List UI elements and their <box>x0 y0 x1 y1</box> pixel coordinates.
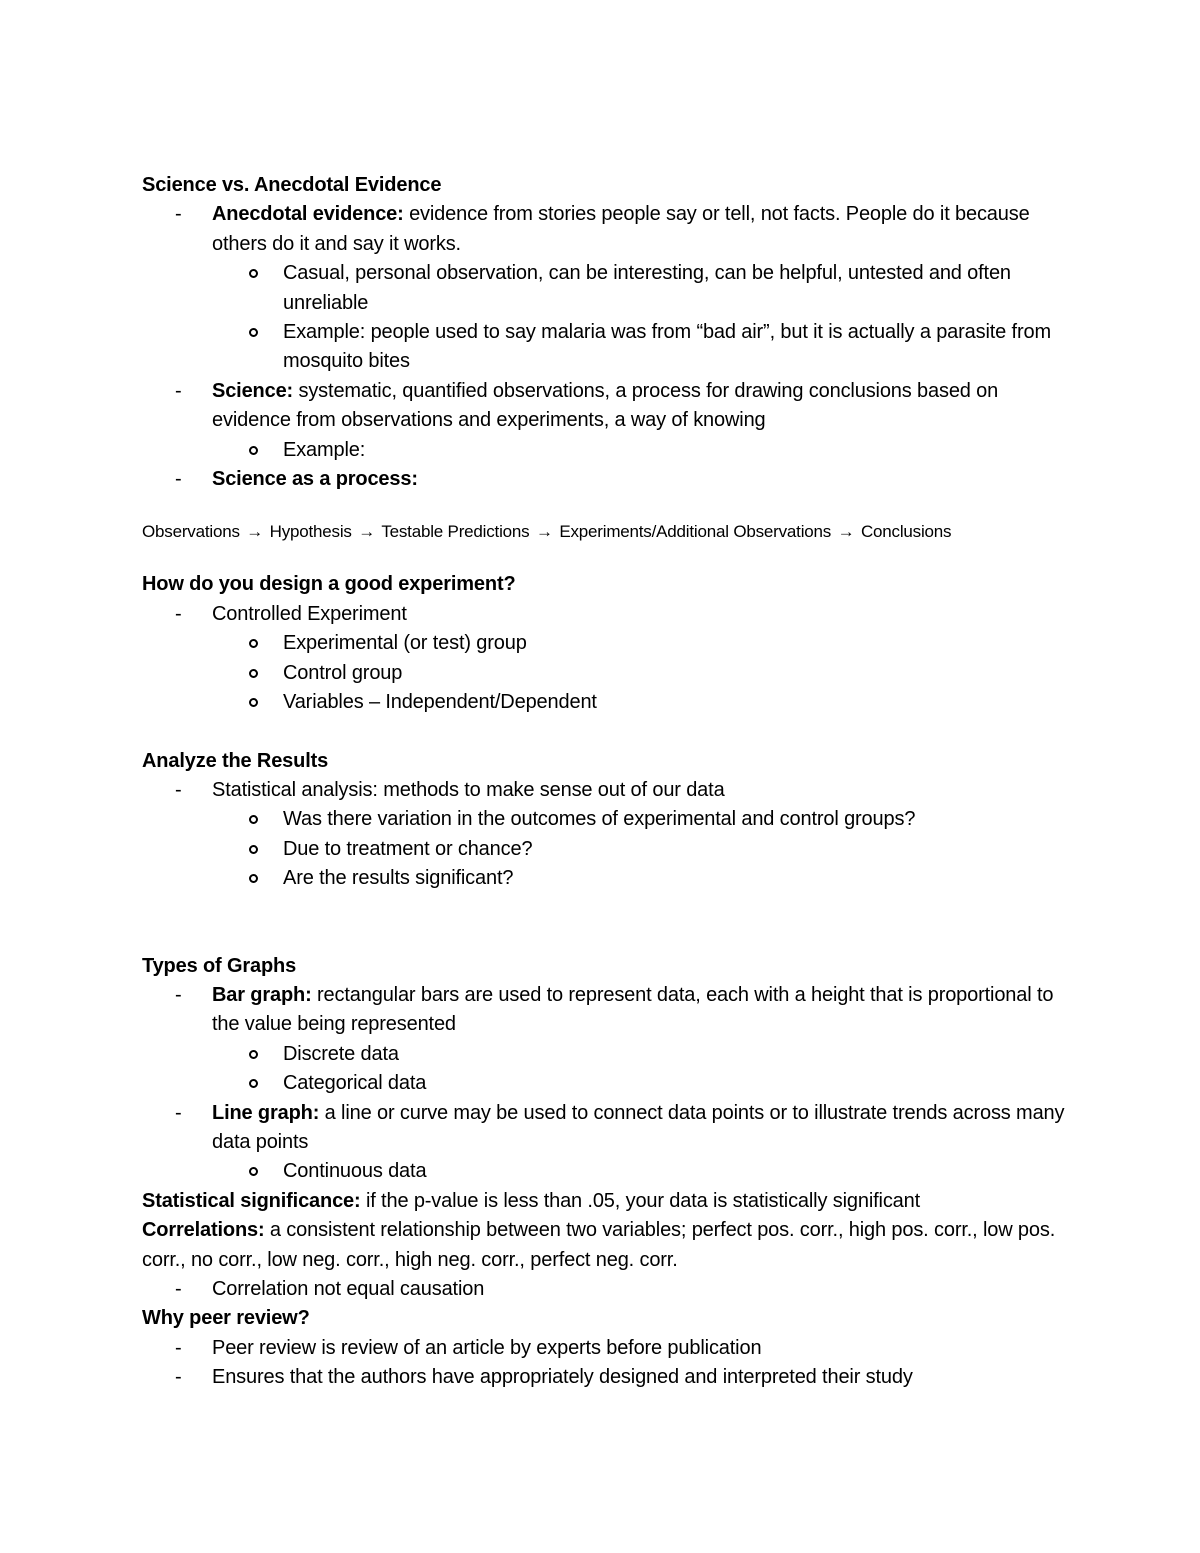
term-statistical-significance: Statistical significance: <box>142 1189 361 1212</box>
list-item <box>142 1363 1082 1392</box>
definition-science: systematic, quantified observations, a process for drawing conclusions based on evidence from observations and experiments, a way of knowing <box>212 379 999 432</box>
sub-item <box>142 1069 1082 1098</box>
sub-item-text: Control group <box>283 661 403 684</box>
sub-item <box>142 1157 1082 1186</box>
list-item-statistical-analysis <box>142 776 1082 805</box>
section-title-analyze-results: Analyze the Results <box>142 749 329 772</box>
list-item <box>142 1334 1082 1363</box>
list-item-line-graph <box>142 1099 1082 1158</box>
list-item-science-process <box>142 465 1082 494</box>
sub-item <box>142 805 1082 834</box>
circle-bullet-icon <box>249 698 258 707</box>
circle-bullet-icon <box>249 874 258 883</box>
flow-step: Hypothesis <box>269 522 352 542</box>
list-item-controlled-experiment <box>142 600 1082 629</box>
list-item-correlation-causation <box>142 1275 1082 1304</box>
dash-bullet: - <box>175 602 182 625</box>
sub-item <box>142 259 1082 318</box>
term-bar-graph: Bar graph: <box>212 983 312 1006</box>
sub-item-text: Example: people used to say malaria was from “bad air”, but it is actually a parasite from mosquito bites <box>283 321 1051 373</box>
circle-bullet-icon <box>249 1050 258 1059</box>
section-title-science-vs-anecdotal: Science vs. Anecdotal Evidence <box>142 174 442 196</box>
term-correlations: Correlations: <box>142 1219 265 1242</box>
term-line-graph: Line graph: <box>212 1101 320 1124</box>
circle-bullet-icon <box>249 446 258 455</box>
list-item-text: Correlation not equal causation <box>212 1278 485 1300</box>
sub-item <box>142 318 1082 377</box>
dash-bullet: - <box>175 1366 182 1389</box>
circle-bullet-icon <box>249 669 258 678</box>
flow-step: Testable Predictions <box>381 522 530 542</box>
flow-step: Observations <box>142 522 240 542</box>
list-item-text: Statistical analysis: methods to make sense out of our data <box>212 778 725 801</box>
section-title-types-of-graphs: Types of Graphs <box>142 954 297 977</box>
dash-bullet: - <box>175 379 182 402</box>
circle-bullet-icon <box>249 815 258 824</box>
arrow-right-icon: → <box>535 522 553 542</box>
section-title-peer-review: Why peer review? <box>142 1307 310 1330</box>
list-item-anecdotal <box>142 200 1082 259</box>
definition-anecdotal: evidence from stories people say or tell, not facts. People do it because others do it and say it works. <box>212 203 1030 255</box>
circle-bullet-icon <box>249 328 258 337</box>
arrow-right-icon: → <box>358 522 376 542</box>
term-science-process: Science as a process: <box>212 468 418 491</box>
paragraph-correlations <box>142 1216 1082 1275</box>
flow-step: Conclusions <box>860 522 952 542</box>
sub-item-text: Casual, personal observation, can be interesting, can be helpful, untested and often unreliable <box>283 262 1011 314</box>
list-item-text: Controlled Experiment <box>212 602 407 625</box>
circle-bullet-icon <box>249 1079 258 1088</box>
sub-item <box>142 1040 1082 1069</box>
dash-bullet: - <box>175 1278 182 1300</box>
sub-item-text: Categorical data <box>283 1072 427 1095</box>
dash-bullet: - <box>175 983 182 1006</box>
sub-item-text: Experimental (or test) group <box>283 632 527 655</box>
dash-bullet: - <box>175 468 182 491</box>
circle-bullet-icon <box>249 269 258 278</box>
circle-bullet-icon <box>249 639 258 648</box>
dash-bullet: - <box>175 1101 182 1124</box>
section-title-design-experiment: How do you design a good experiment? <box>142 573 516 596</box>
definition-line-graph: a line or curve may be used to connect data points or to illustrate trends across many data points <box>212 1101 1065 1153</box>
sub-item-text: Are the results significant? <box>283 867 514 890</box>
list-item-text: Ensures that the authors have appropriately designed and interpreted their study <box>212 1366 913 1389</box>
science-process-flow <box>142 517 1082 546</box>
sub-item-text: Continuous data <box>283 1160 427 1183</box>
list-item-bar-graph <box>142 981 1082 1040</box>
sub-item <box>142 864 1082 893</box>
sub-item <box>142 659 1082 688</box>
sub-item <box>142 835 1082 864</box>
term-anecdotal: Anecdotal evidence: <box>212 203 404 226</box>
definition-correlations: a consistent relationship between two variables; perfect pos. corr., high pos. corr., low pos. corr., no corr., low neg. corr., high neg. corr., perfect neg. corr. <box>142 1219 1056 1271</box>
circle-bullet-icon <box>249 845 258 854</box>
definition-bar-graph: rectangular bars are used to represent data, each with a height that is proportional to the value being represented <box>212 983 1054 1036</box>
sub-item <box>142 436 1082 465</box>
sub-item-text: Example: <box>283 438 366 461</box>
sub-item-text: Variables – Independent/Dependent <box>283 691 597 714</box>
sub-item <box>142 629 1082 658</box>
definition-statistical-significance: if the p-value is less than .05, your data is statistically significant <box>360 1189 921 1212</box>
sub-item-text: Due to treatment or chance? <box>283 837 533 860</box>
sub-item-text: Discrete data <box>283 1042 399 1065</box>
circle-bullet-icon <box>249 1167 258 1176</box>
document-page <box>142 171 1082 1393</box>
list-item-text: Peer review is review of an article by experts before publication <box>212 1336 762 1359</box>
spacer <box>142 718 1082 747</box>
dash-bullet: - <box>175 778 182 801</box>
arrow-right-icon: → <box>246 522 264 542</box>
term-science: Science: <box>212 379 294 402</box>
sub-item <box>142 688 1082 717</box>
sub-item-text: Was there variation in the outcomes of experimental and control groups? <box>283 808 916 831</box>
spacer <box>142 894 1082 952</box>
flow-step: Experiments/Additional Observations <box>559 522 832 542</box>
arrow-right-icon: → <box>837 522 855 542</box>
paragraph-statistical-significance <box>142 1187 1082 1216</box>
dash-bullet: - <box>175 1336 182 1359</box>
dash-bullet: - <box>175 203 182 226</box>
list-item-science <box>142 377 1082 436</box>
